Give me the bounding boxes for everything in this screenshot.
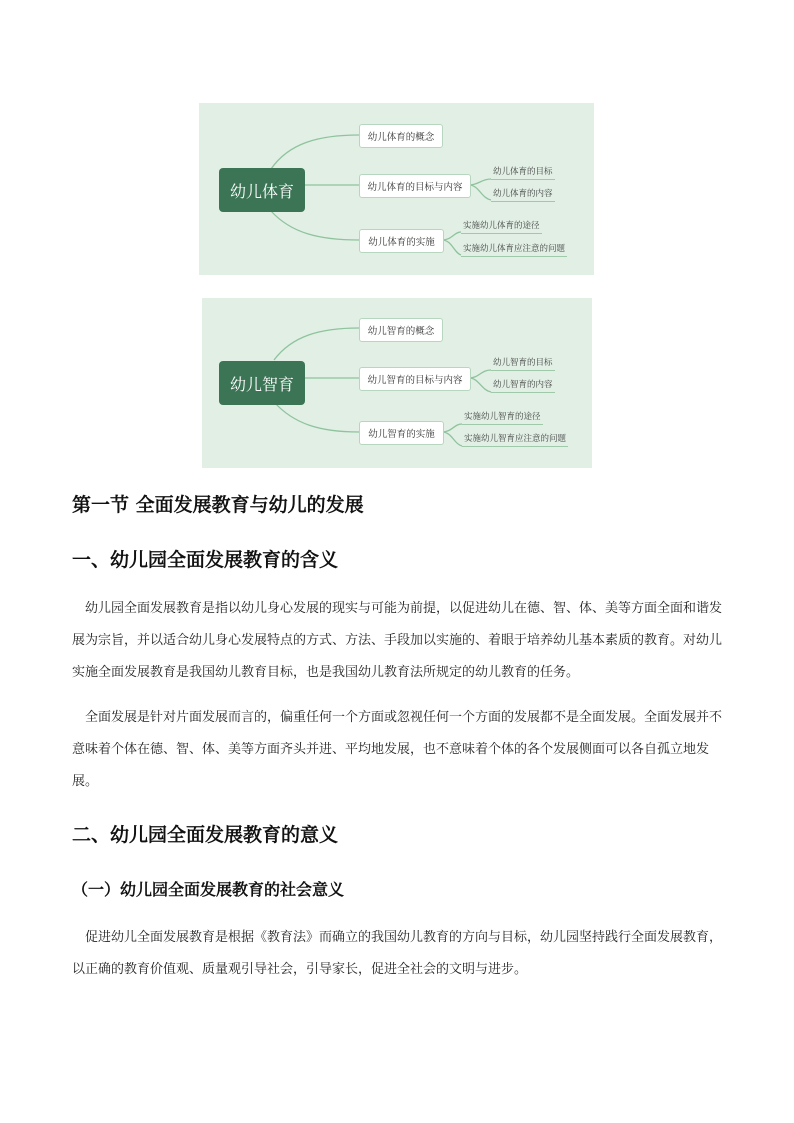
- heading-meaning: 一、幼儿园全面发展教育的含义: [72, 549, 339, 571]
- mindmap-root: 幼儿智育: [219, 361, 305, 405]
- paragraph-all-round: 全面发展是针对片面发展而言的，偏重任何一个方面或忽视任何一个方面的发展都不是全面发展。全面发展并不意味着个体在德、智、体、美等方面齐头并进、平均地发展，也不意味着个体的各个发展侧面可以各自孤立地发展。: [72, 710, 723, 789]
- mindmap-leaf-path: 实施幼儿体育的途径: [461, 220, 542, 234]
- subheading-social-significance: （一）幼儿园全面发展教育的社会意义: [72, 880, 345, 899]
- heading-significance: 二、幼儿园全面发展教育的意义: [72, 824, 339, 846]
- mindmap-leaf-goal: 幼儿智育的目标: [491, 357, 555, 371]
- mindmap-leaf-goal: 幼儿体育的目标: [491, 166, 555, 180]
- mindmap-branch-goal-content: 幼儿智育的目标与内容: [359, 367, 471, 391]
- paragraph-social-significance: 促进幼儿全面发展教育是根据《教育法》而确立的我国幼儿教育的方向与目标，幼儿园坚持践行全面发展教育，以正确的教育价值观、质量观引导社会，引导家长，促进全社会的文明与进步。: [72, 930, 723, 977]
- mindmap-branch-goal-content: 幼儿体育的目标与内容: [359, 174, 471, 198]
- section-title: 第一节 全面发展教育与幼儿的发展: [72, 494, 364, 516]
- mindmap-leaf-issues: 实施幼儿智育应注意的问题: [462, 433, 568, 447]
- mindmap-root: 幼儿体育: [219, 168, 305, 212]
- mindmap-leaf-issues: 实施幼儿体育应注意的问题: [461, 243, 567, 257]
- mindmap-branch-implementation: 幼儿智育的实施: [359, 421, 444, 445]
- mindmap-leaf-content: 幼儿体育的内容: [491, 188, 555, 202]
- mindmap-intellectual-education: [202, 298, 592, 468]
- mindmap-leaf-path: 实施幼儿智育的途径: [462, 411, 543, 425]
- paragraph-definition: 幼儿园全面发展教育是指以幼儿身心发展的现实与可能为前提，以促进幼儿在德、智、体、美等方面全面和谐发展为宗旨，并以适合幼儿身心发展特点的方式、方法、手段加以实施的、着眼于培养幼儿基本素质的教育。对幼儿实施全面发展教育是我国幼儿教育目标，也是我国幼儿教育法所规定的幼儿教育的任务。: [72, 601, 723, 680]
- mindmap-branch-implementation: 幼儿体育的实施: [359, 229, 444, 253]
- mindmap-branch-concept: 幼儿体育的概念: [359, 124, 443, 148]
- mindmap-leaf-content: 幼儿智育的内容: [491, 379, 555, 393]
- mindmap-branch-concept: 幼儿智育的概念: [359, 318, 443, 342]
- mindmap-physical-education: [199, 103, 594, 275]
